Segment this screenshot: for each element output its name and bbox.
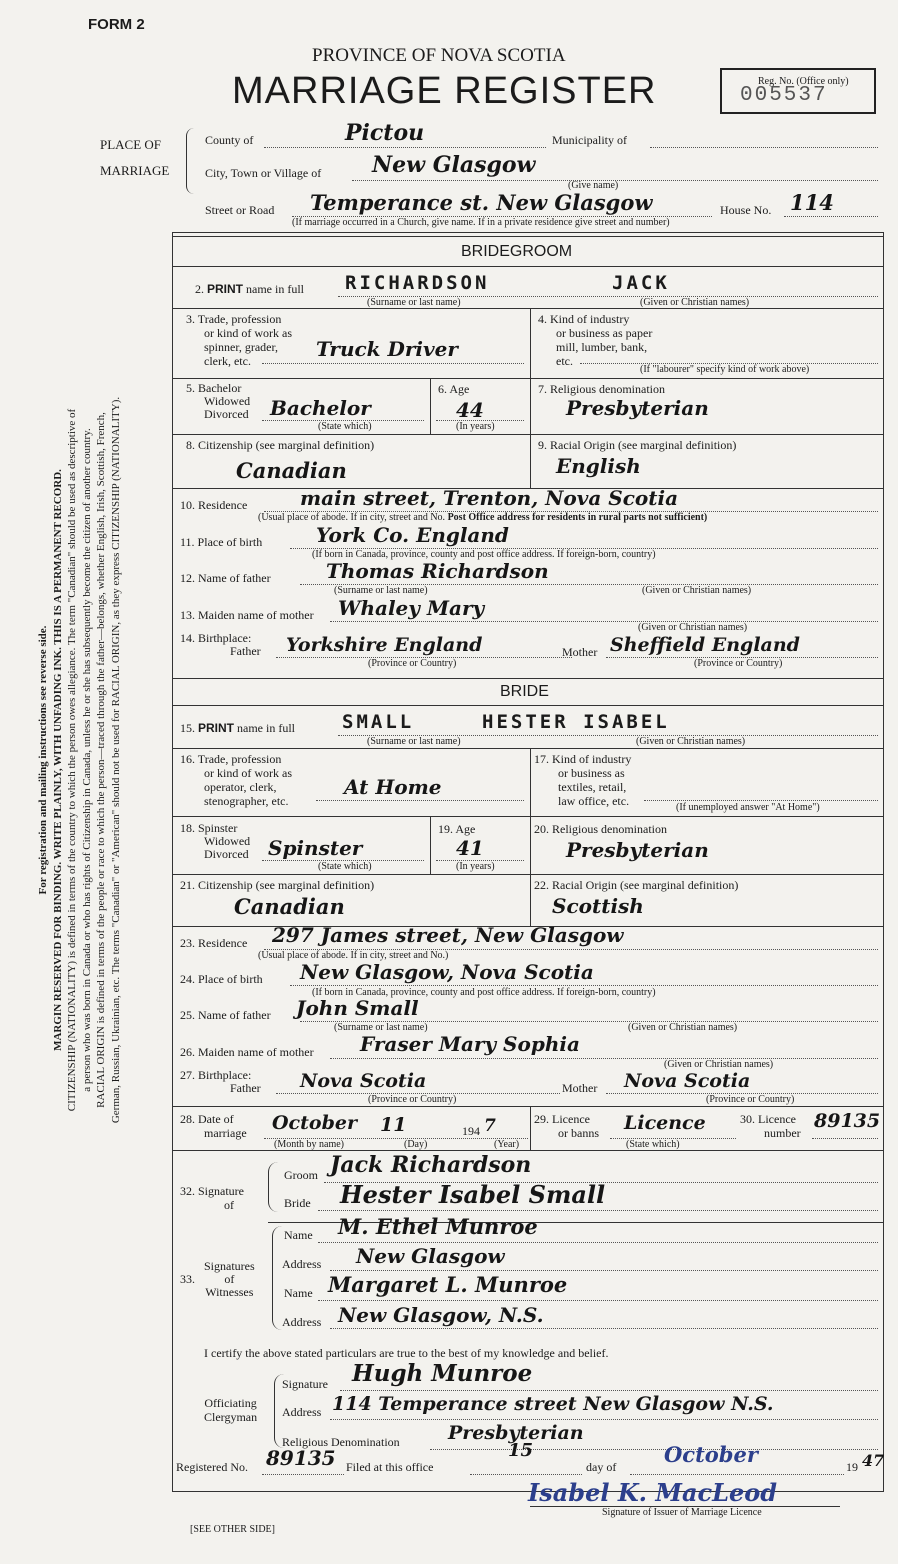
label-line: Father (230, 1081, 261, 1095)
licence-label (534, 1112, 599, 1140)
month-note: (Month by name) (274, 1139, 344, 1150)
label-line: or business as (558, 766, 625, 780)
groom-citizenship-label: 8. Citizenship (see marginal definition) (186, 438, 375, 452)
label-line: mill, lumber, bank, (556, 340, 648, 354)
bride-surname[interactable]: SMALL (342, 711, 415, 733)
licence-number-line (812, 1138, 878, 1139)
registered-number[interactable]: 89135 (266, 1446, 336, 1470)
rule (172, 748, 884, 749)
licence-number-value[interactable]: 89135 (814, 1110, 881, 1132)
margin-line: German, Russian, Ukrainian, etc. The terms "Canadian" or "American" should not be used for RACIAL ORIGIN, as they express CITIZENSHIP (NATIONALITY). (109, 396, 122, 1124)
divider (430, 816, 431, 874)
bride-given[interactable]: HESTER ISABEL (482, 711, 670, 733)
label-line: or banns (558, 1126, 599, 1140)
label-line: Widowed (204, 834, 251, 848)
groom-birthplace-label: 11. Place of birth (180, 535, 263, 549)
label-line: stenographer, etc. (204, 794, 289, 808)
bride-residence-note: (Usual place of abode. If in city, street and No.) (258, 950, 449, 961)
day-of-label: day of (586, 1460, 617, 1474)
province-note: (Province or Country) (694, 658, 783, 669)
given-note: (Given or Christian names) (664, 1059, 774, 1070)
rule (172, 816, 884, 817)
margin-instructions (36, 190, 123, 1330)
bride-mother-line (330, 1058, 878, 1059)
municipality-label: Municipality of (552, 133, 627, 147)
filed-label: Filed at this office (346, 1460, 434, 1474)
bride-sig-label: Bride (284, 1196, 311, 1210)
bride-parents-bp-label (180, 1069, 261, 1095)
bride-print-label (180, 721, 295, 736)
label-line: Divorced (204, 847, 249, 861)
bride-trade-line (316, 800, 524, 801)
groom-mother-bp-value[interactable]: Sheffield England (610, 634, 800, 656)
bride-mother-bp-value[interactable]: Nova Scotia (624, 1070, 751, 1092)
bride-residence-label: 23. Residence (180, 936, 248, 950)
province-note: (Province or Country) (706, 1094, 795, 1105)
witness2-address[interactable]: New Glasgow, N.S. (338, 1303, 544, 1327)
label-line: 17. Kind of industry (534, 752, 632, 766)
print-word: PRINT (198, 721, 234, 735)
divider (530, 308, 531, 378)
bride-signature[interactable]: Hester Isabel Small (340, 1180, 606, 1209)
bride-mother-label: 26. Maiden name of mother (180, 1045, 314, 1059)
surname-note: (Surname or last name) (334, 1022, 428, 1033)
witness-address-label: Address (282, 1315, 322, 1329)
divider (530, 434, 531, 488)
marriage-date-label (180, 1112, 247, 1140)
witness1-address-line (330, 1270, 878, 1271)
divider (530, 1106, 531, 1150)
bride-sig-line (318, 1210, 878, 1211)
groom-industry-label (538, 312, 652, 368)
rule (172, 308, 884, 309)
label-line: or business as paper (556, 326, 653, 340)
groom-religion-value[interactable]: Presbyterian (566, 396, 709, 420)
divider (430, 378, 431, 434)
label-line: number (764, 1126, 801, 1140)
registered-line (262, 1474, 344, 1475)
state-which-note: (State which) (318, 861, 372, 872)
label-line: Officiating (204, 1396, 257, 1410)
label-line: of (224, 1198, 234, 1212)
state-which-note: (State which) (626, 1139, 680, 1150)
groom-residence-value[interactable]: main street, Trenton, Nova Scotia (300, 486, 679, 510)
county-value[interactable]: Pictou (345, 120, 425, 146)
label-line: textiles, retail, (558, 780, 627, 794)
marriage-year-suffix[interactable]: 7 (484, 1116, 496, 1136)
groom-print-label (195, 282, 304, 297)
state-which-note: (State which) (318, 421, 372, 432)
divider (530, 748, 531, 816)
witness-address-label: Address (282, 1257, 322, 1271)
witness2-name[interactable]: Margaret L. Munroe (328, 1272, 568, 1297)
witness-number: 33. (180, 1272, 195, 1286)
clergy-address[interactable]: 114 Temperance street New Glasgow N.S. (332, 1393, 774, 1415)
signature-brace (268, 1162, 281, 1212)
witness1-name-line (318, 1242, 878, 1243)
divider (530, 378, 531, 434)
clergy-address-label: Address (282, 1405, 322, 1419)
province-note: (Province or Country) (368, 658, 457, 669)
label-line: clerk, etc. (204, 354, 251, 368)
groom-birthplace-note: (If born in Canada, province, county and post office address. If foreign-born, country) (312, 549, 656, 560)
groom-status-label (186, 382, 250, 421)
county-label: County of (205, 133, 254, 147)
witness2-name-line (318, 1300, 878, 1301)
bride-racial-value[interactable]: Scottish (552, 894, 644, 918)
witness1-address[interactable]: New Glasgow (356, 1244, 505, 1268)
label-line: 27. Birthplace: (180, 1068, 252, 1082)
groom-mother-line (330, 621, 878, 622)
rule (172, 266, 884, 267)
bride-status-label (180, 822, 250, 861)
label-line: 14. Birthplace: (180, 631, 252, 645)
groom-given[interactable]: JACK (612, 272, 670, 294)
clergy-label (204, 1396, 257, 1424)
label-line: or kind of work as (204, 766, 292, 780)
clergy-denomination-label: Religious Denomination (282, 1435, 400, 1449)
place-label-line: PLACE OF (100, 137, 162, 152)
groom-father-bp-value[interactable]: Yorkshire England (286, 634, 483, 656)
field-number: 15. (180, 721, 198, 735)
groom-residence-label: 10. Residence (180, 498, 248, 512)
years-note: (In years) (456, 861, 495, 872)
label-line: Widowed (204, 394, 251, 408)
rule (172, 705, 884, 706)
place-brace (186, 128, 197, 194)
label-line: law office, etc. (558, 794, 630, 808)
bride-citizenship-value[interactable]: Canadian (234, 894, 345, 919)
groom-trade-line (262, 363, 524, 364)
house-label: House No. (720, 203, 772, 217)
bride-birthplace-line (290, 985, 878, 986)
groom-signature[interactable]: Jack Richardson (330, 1152, 532, 1178)
groom-residence-note (258, 512, 707, 523)
municipality-line (650, 147, 878, 148)
clergy-denomination-line (430, 1449, 878, 1450)
groom-status-value[interactable]: Bachelor (270, 396, 371, 420)
bride-birthplace-note: (If born in Canada, province, county and post office address. If foreign-born, country) (312, 987, 656, 998)
city-value[interactable]: New Glasgow (372, 152, 536, 178)
form-label: FORM 2 (88, 16, 145, 33)
groom-trade-label (186, 312, 292, 368)
filed-year-prefix: 19 (846, 1460, 858, 1474)
rule (172, 1150, 884, 1151)
bride-given-note: (Given or Christian names) (636, 736, 746, 747)
margin-line: a person who was born in Canada or who has rights of Citizenship in Canada, unless he or she has subsequently become the citizen of another country. (80, 428, 93, 1092)
witness-name-label: Name (284, 1228, 313, 1242)
given-note: (Given or Christian names) (638, 622, 748, 633)
bride-residence-value[interactable]: 297 James street, New Glasgow (272, 923, 624, 947)
groom-mother-value[interactable]: Whaley Mary (338, 596, 485, 620)
bride-religion-label: 20. Religious denomination (534, 822, 667, 836)
label-line: operator, clerk, (204, 780, 277, 794)
bride-industry-line (644, 800, 878, 801)
groom-racial-value[interactable]: English (556, 454, 641, 478)
label-line: Father (230, 644, 261, 658)
house-value[interactable]: 114 (790, 190, 834, 215)
label-line: 32. Signature (180, 1184, 244, 1198)
county-line (264, 147, 546, 148)
reg-no-box (720, 68, 876, 114)
section-bridegroom: BRIDEGROOM (461, 243, 573, 260)
mother-label: Mother (562, 645, 598, 659)
rule (172, 678, 884, 679)
year-note: (Year) (494, 1139, 520, 1150)
witness1-name[interactable]: M. Ethel Munroe (338, 1214, 538, 1239)
give-name-note: (Give name) (568, 180, 619, 191)
bride-status-value[interactable]: Spinster (268, 836, 363, 860)
bride-surname-note: (Surname or last name) (367, 736, 461, 747)
divider (530, 816, 531, 874)
label-line: etc. (556, 354, 573, 368)
filed-day-line (470, 1474, 582, 1475)
licence-number-label (740, 1112, 801, 1140)
day-note: (Day) (404, 1139, 428, 1150)
bride-mother-value[interactable]: Fraser Mary Sophia (360, 1032, 580, 1056)
bride-trade-value[interactable]: At Home (344, 775, 442, 799)
clergy-signature[interactable]: Hugh Munroe (352, 1360, 533, 1387)
street-label: Street or Road (205, 203, 275, 217)
marriage-year-prefix: 194 (462, 1124, 480, 1138)
years-note: (In years) (456, 421, 495, 432)
page-title: MARRIAGE REGISTER (232, 70, 657, 112)
clergy-address-line (330, 1419, 878, 1420)
field-number: 2. (195, 282, 207, 296)
witness2-address-line (330, 1328, 878, 1329)
bride-father-value[interactable]: John Small (296, 996, 419, 1020)
label-line: 18. Spinster (180, 821, 238, 835)
street-value[interactable]: Temperance st. New Glasgow (310, 190, 653, 215)
label-line: 29. Licence (534, 1112, 590, 1126)
groom-birthplace-value[interactable]: York Co. England (316, 523, 509, 547)
groom-industry-note: (If "labourer" specify kind of work above) (640, 364, 810, 375)
bride-citizenship-label: 21. Citizenship (see marginal definition) (180, 878, 375, 892)
groom-surname[interactable]: RICHARDSON (345, 272, 490, 294)
clergy-sig-line (340, 1390, 878, 1391)
label-line: 30. Licence (740, 1112, 796, 1126)
note-part: (Usual place of abode. If in city, street and No. (258, 512, 448, 523)
print-word: PRINT (207, 282, 243, 296)
street-note: (If marriage occurred in a Church, give name. If in a private residence give street and number) (292, 217, 670, 228)
groom-racial-label: 9. Racial Origin (see marginal definition) (538, 438, 737, 452)
rule (172, 1106, 884, 1107)
label-line: Clergyman (204, 1410, 258, 1424)
certification-text: I certify the above stated particulars are true to the best of my knowledge and belief. (204, 1346, 609, 1360)
filed-year-suffix[interactable]: 47 (862, 1451, 885, 1470)
section-bride: BRIDE (500, 683, 549, 700)
margin-line: For registration and mailing instructions see reverse side. (37, 625, 49, 895)
groom-citizenship-value[interactable]: Canadian (236, 458, 347, 483)
label-line: 5. Bachelor (186, 381, 242, 395)
groom-trade-value[interactable]: Truck Driver (316, 337, 458, 361)
bride-age-value[interactable]: 41 (456, 836, 484, 860)
place-label (100, 132, 169, 184)
label-line: Signatures (204, 1259, 255, 1273)
bride-age-label: 19. Age (438, 822, 476, 836)
surname-note: (Surname or last name) (334, 585, 428, 596)
groom-age-label: 6. Age (438, 382, 470, 396)
note-part: Post Office address for residents in rural parts not sufficient) (447, 512, 708, 523)
clergy-denomination[interactable]: Presbyterian (448, 1422, 584, 1444)
label-line: Divorced (204, 407, 249, 421)
signature-label (180, 1184, 244, 1212)
rule (172, 378, 884, 379)
reg-no-label: Reg. No. (Office only) (758, 76, 849, 87)
place-label-line: MARRIAGE (100, 163, 170, 178)
groom-given-note: (Given or Christian names) (640, 297, 750, 308)
issuer-label: Signature of Issuer of Marriage Licence (602, 1507, 762, 1518)
province-note: (Province or Country) (368, 1094, 457, 1105)
groom-surname-note: (Surname or last name) (367, 297, 461, 308)
given-note: (Given or Christian names) (642, 585, 752, 596)
field-label: name in full (234, 721, 295, 735)
label-line: 4. Kind of industry (538, 312, 630, 326)
witnesses-label (204, 1260, 255, 1299)
house-line (784, 216, 878, 217)
filed-month-line (630, 1474, 844, 1475)
field-label: name in full (243, 282, 304, 296)
rule (172, 874, 884, 875)
groom-age-value[interactable]: 44 (456, 398, 484, 422)
bride-industry-note: (If unemployed answer "At Home") (676, 802, 820, 813)
bride-father-bp-value[interactable]: Nova Scotia (300, 1070, 427, 1092)
bride-birthplace-label: 24. Place of birth (180, 972, 263, 986)
label-line: 28. Date of (180, 1112, 234, 1126)
clergy-signature-label: Signature (282, 1377, 328, 1391)
given-note: (Given or Christian names) (628, 1022, 738, 1033)
groom-parents-bp-label (180, 632, 261, 658)
label-line: 3. Trade, profession (186, 312, 282, 326)
label-line: marriage (204, 1126, 247, 1140)
province-heading: PROVINCE OF NOVA SCOTIA (312, 45, 566, 66)
bride-trade-label (180, 752, 292, 808)
groom-sig-label: Groom (284, 1168, 318, 1182)
margin-line: MARGIN RESERVED FOR BINDING. WRITE PLAINLY, WITH UNFADING INK. THIS IS A PERMANENT RECORD. (51, 469, 64, 1051)
groom-religion-label: 7. Religious denomination (538, 382, 665, 396)
groom-mother-label: 13. Maiden name of mother (180, 608, 314, 622)
see-other-side: [SEE OTHER SIDE] (190, 1524, 275, 1535)
label-line: Witnesses (205, 1285, 254, 1299)
rule (172, 434, 884, 435)
filed-day[interactable]: 15 (508, 1440, 534, 1461)
bride-racial-label: 22. Racial Origin (see marginal definition) (534, 878, 739, 892)
bride-religion-value[interactable]: Presbyterian (566, 838, 709, 862)
form-box-inner-top (172, 236, 884, 237)
witness-name-label: Name (284, 1286, 313, 1300)
label-line: spinner, grader, (204, 340, 279, 354)
label-line: or kind of work as (204, 326, 292, 340)
margin-line: RACIAL ORIGIN is defined in terms of the people or race to which the person—traced through the father—belongs, whether English, Irish, Scottish, French, (95, 412, 107, 1108)
marriage-day[interactable]: 11 (380, 1114, 407, 1136)
registered-label: Registered No. (176, 1460, 248, 1474)
bride-father-label: 25. Name of father (180, 1008, 271, 1022)
groom-father-value[interactable]: Thomas Richardson (326, 559, 549, 583)
divider (530, 874, 531, 926)
marriage-month[interactable]: October (272, 1112, 357, 1134)
label-line: of (224, 1272, 235, 1286)
city-label: City, Town or Village of (205, 166, 322, 180)
mother-label: Mother (562, 1081, 598, 1095)
issuer-signature[interactable]: Isabel K. MacLeod (528, 1478, 778, 1507)
margin-line: CITIZENSHIP (NATIONALITY) is defined in terms of the country to which the person owes allegiance. The term "Canadian" should be used as descriptive of (66, 408, 78, 1112)
reg-no-value: 005537 (740, 84, 828, 107)
filed-month[interactable]: October (664, 1442, 758, 1467)
bride-industry-label (534, 752, 631, 808)
bride-birthplace-value[interactable]: New Glasgow, Nova Scotia (300, 960, 594, 984)
groom-father-label: 12. Name of father (180, 571, 271, 585)
label-line: 16. Trade, profession (180, 752, 282, 766)
licence-value[interactable]: Licence (624, 1112, 706, 1134)
